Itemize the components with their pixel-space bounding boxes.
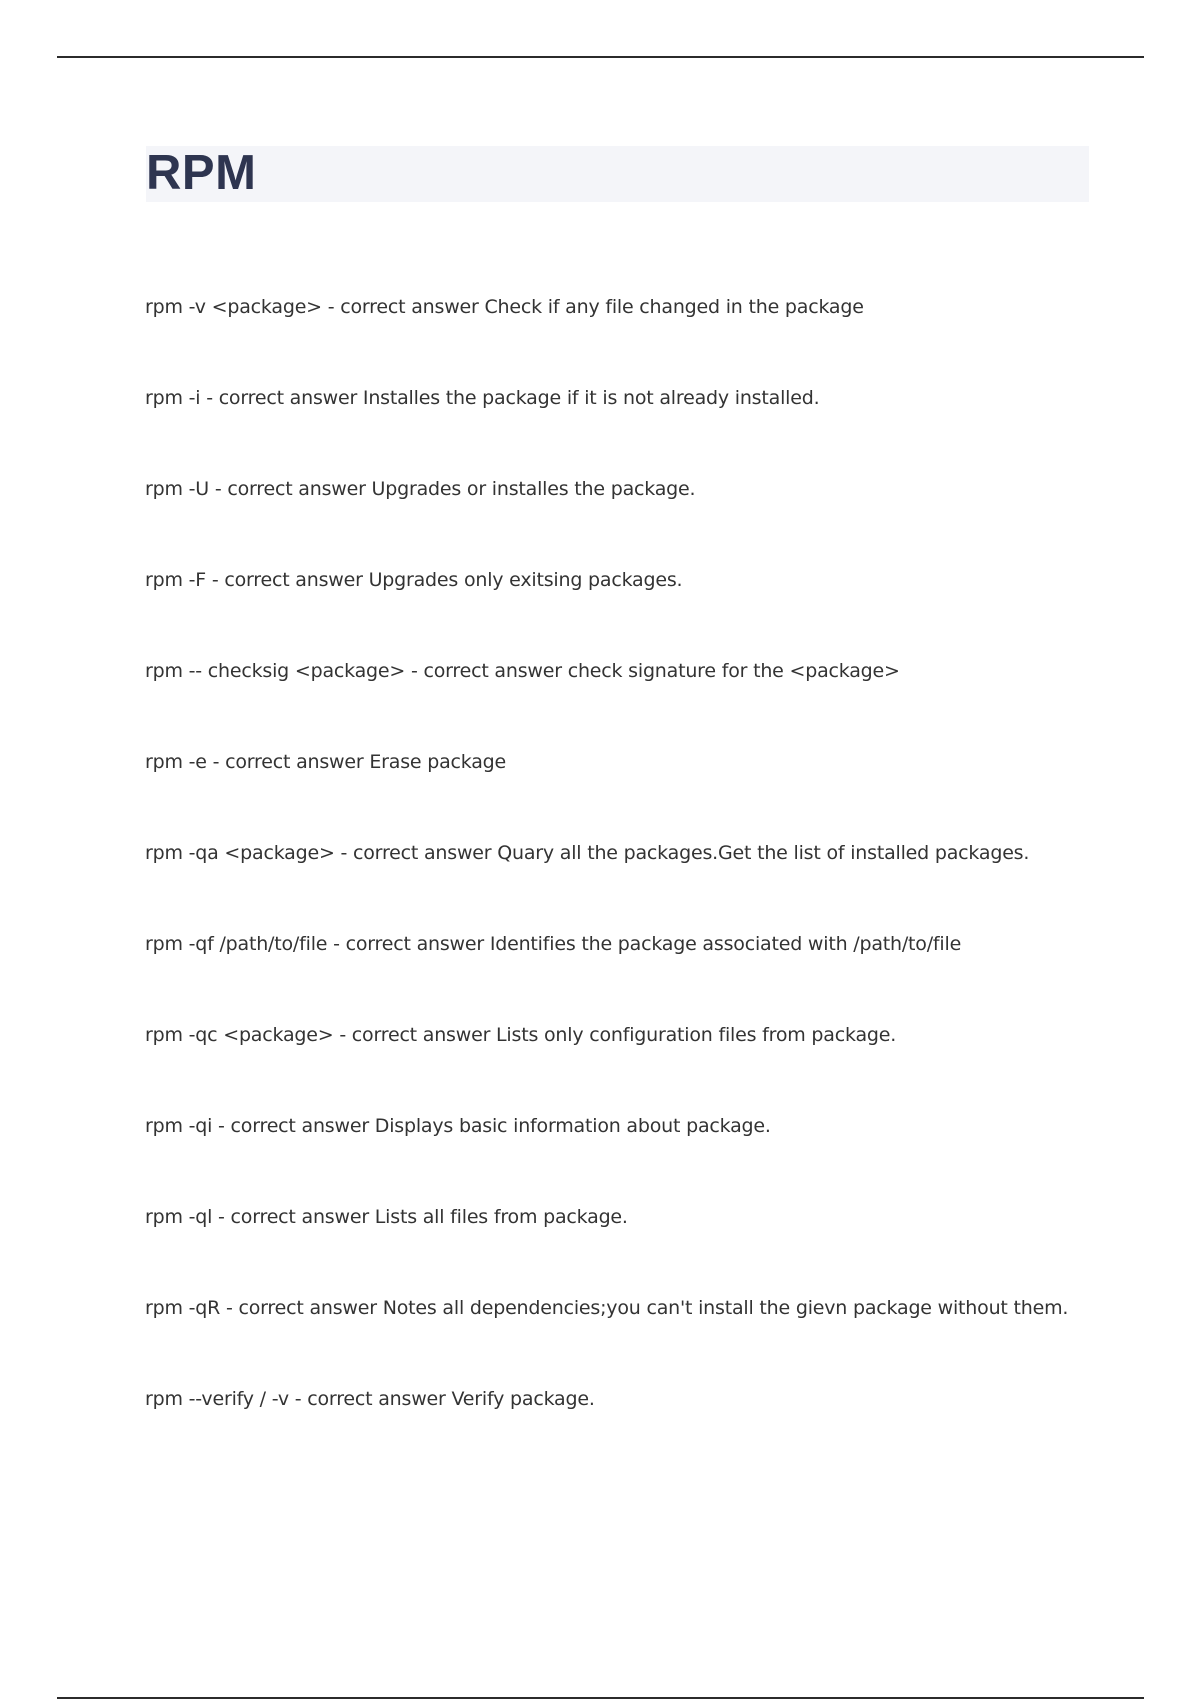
flashcard-item: rpm -F - correct answer Upgrades only exitsing packages. [145, 569, 683, 591]
flashcard-item: rpm -U - correct answer Upgrades or installes the package. [145, 478, 696, 500]
title-band [146, 146, 1089, 202]
flashcard-item: rpm -qR - correct answer Notes all dependencies;you can't install the gievn package without them. [145, 1297, 1069, 1319]
flashcard-item: rpm -qi - correct answer Displays basic information about package. [145, 1115, 771, 1137]
flashcard-item: rpm -qf /path/to/file - correct answer Identifies the package associated with /path/to/file [145, 933, 962, 955]
flashcard-item: rpm -qc <package> - correct answer Lists only configuration files from package. [145, 1024, 897, 1046]
flashcard-item: rpm --verify / -v - correct answer Verify package. [145, 1388, 595, 1410]
flashcard-item: rpm -qa <package> - correct answer Quary all the packages.Get the list of installed packages. [145, 842, 1030, 864]
flashcard-item: rpm -- checksig <package> - correct answer check signature for the <package> [145, 660, 900, 682]
flashcard-item: rpm -v <package> - correct answer Check if any file changed in the package [145, 296, 864, 318]
flashcard-item: rpm -i - correct answer Installes the package if it is not already installed. [145, 387, 820, 409]
flashcard-item: rpm -e - correct answer Erase package [145, 751, 507, 773]
top-rule [57, 56, 1144, 58]
flashcard-list [145, 292, 1105, 1475]
page-title: RPM [146, 146, 257, 200]
flashcard-item: rpm -ql - correct answer Lists all files from package. [145, 1206, 628, 1228]
bottom-rule [57, 1697, 1144, 1699]
